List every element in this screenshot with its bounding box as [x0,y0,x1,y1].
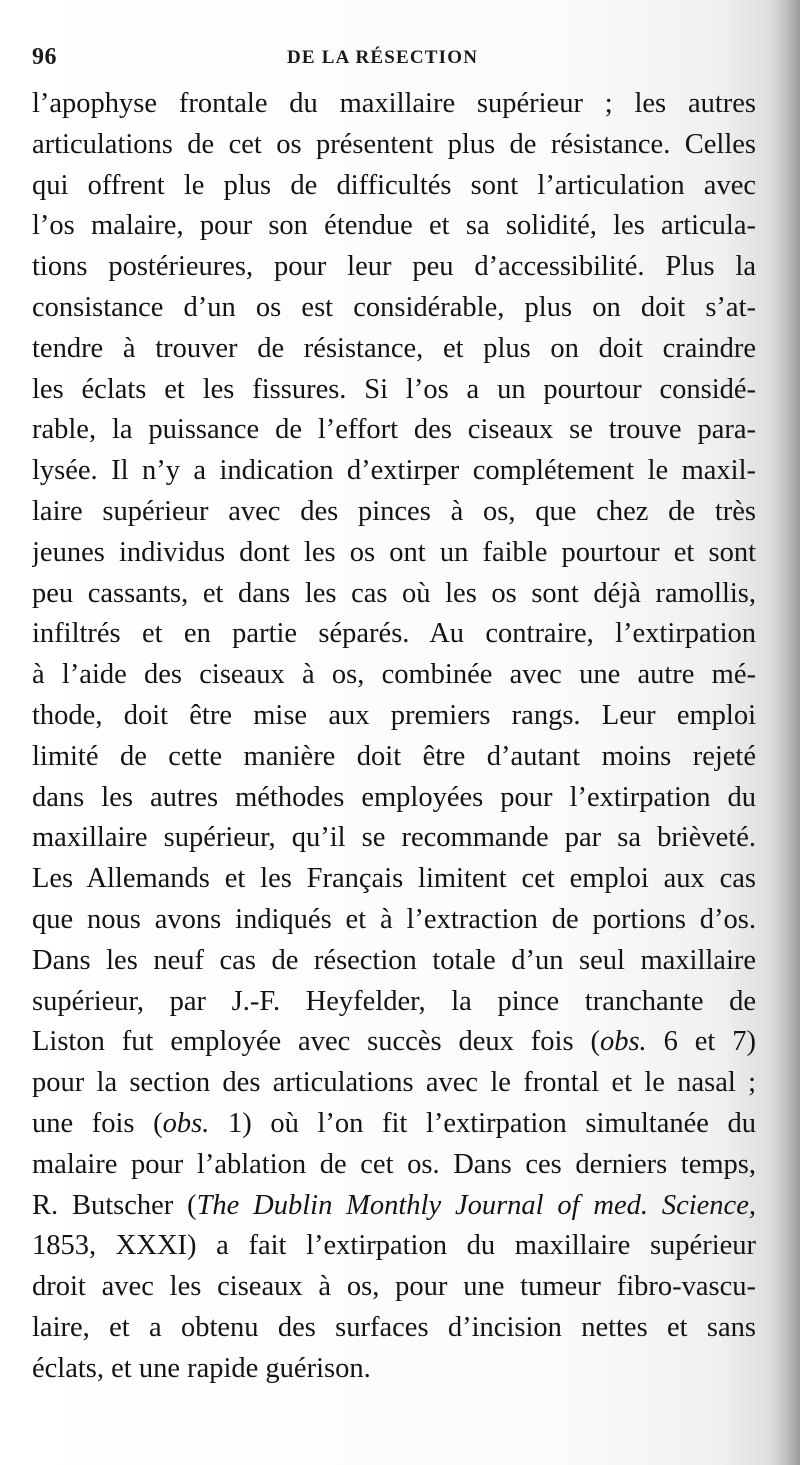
text-line [32,1022,756,1063]
text-line-last: éclats, et une rapide guérison. [32,1352,371,1384]
text-line: Dans les neuf cas de résection totale d’un seul maxillaire [32,944,756,976]
text-line [32,1186,756,1227]
text-line: lysée. Il n’y a indication d’extirper complétement le maxil- [32,455,756,487]
running-head [32,40,732,80]
text-line: tendre à trouver de résistance, et plus on doit craindre [32,332,756,364]
text-line: les éclats et les fissures. Si l’os a un pourtour considé- [32,373,756,405]
text-segment: 6 et 7) [646,1026,756,1058]
text-line: Les Allemands et les Français limitent cet emploi aux cas [32,863,756,895]
text-line [32,1104,756,1145]
text-line: 1853, XXXI) a fait l’extirpation du maxillaire supérieur [32,1230,756,1262]
text-line: articulations de cet os présentent plus de résistance. Celles [32,128,756,160]
text-line: l’os malaire, pour son étendue et sa solidité, les articula- [32,210,756,242]
text-line: laire supérieur avec des pinces à os, que chez de très [32,495,756,527]
journal-title: The Dublin Monthly Journal of med. Science, [196,1189,756,1221]
italic-abbreviation: obs. [162,1107,210,1139]
text-segment: Liston fut employée avec succès deux fois ( [32,1026,600,1058]
page-number: 96 [32,44,57,70]
italic-abbreviation: obs. [599,1026,647,1058]
text-line: pour la section des articulations avec le frontal et le nasal ; [32,1067,756,1099]
text-line: limité de cette manière doit être d’autant moins rejeté [32,740,756,772]
text-line: malaire pour l’ablation de cet os. Dans ces derniers temps, [32,1148,756,1180]
text-segment: une fois ( [32,1107,163,1139]
running-head-title: DE LA RÉSECTION [287,47,479,68]
text-line: qui offrent le plus de difficultés sont l’articulation avec [32,169,756,201]
text-line: tions postérieures, pour leur peu d’accessibilité. Plus la [32,251,756,283]
text-line: peu cassants, et dans les cas où les os sont déjà ramollis, [32,577,756,609]
body-text [32,84,756,1390]
text-line: l’apophyse frontale du maxillaire supérieur ; les autres [32,88,756,119]
text-line: dans les autres méthodes employées pour l’extirpation du [32,781,756,813]
text-line: laire, et a obtenu des surfaces d’incision nettes et sans [32,1311,756,1343]
spine-shadow [770,0,800,1465]
text-line: consistance d’un os est considérable, plus on doit s’at- [32,291,756,323]
text-line: jeunes individus dont les os ont un faible pourtour et sont [32,536,756,568]
text-line: à l’aide des ciseaux à os, combinée avec une autre mé- [32,659,756,691]
text-line: supérieur, par J.-F. Heyfelder, la pince tranchante de [32,985,756,1017]
text-line: infiltrés et en partie séparés. Au contraire, l’extirpation [32,618,756,650]
text-line: rable, la puissance de l’effort des ciseaux se trouve para- [32,414,756,446]
text-line: droit avec les ciseaux à os, pour une tumeur fibro-vascu- [32,1271,756,1303]
text-line: que nous avons indiqués et à l’extraction de portions d’os. [32,903,756,935]
text-line: maxillaire supérieur, qu’il se recommande par sa brièveté. [32,822,756,854]
text-segment: 1) où l’on fit l’extirpation simultanée du [209,1107,756,1139]
text-line: thode, doit être mise aux premiers rangs. Leur emploi [32,699,756,731]
text-segment: R. Butscher ( [32,1189,197,1221]
